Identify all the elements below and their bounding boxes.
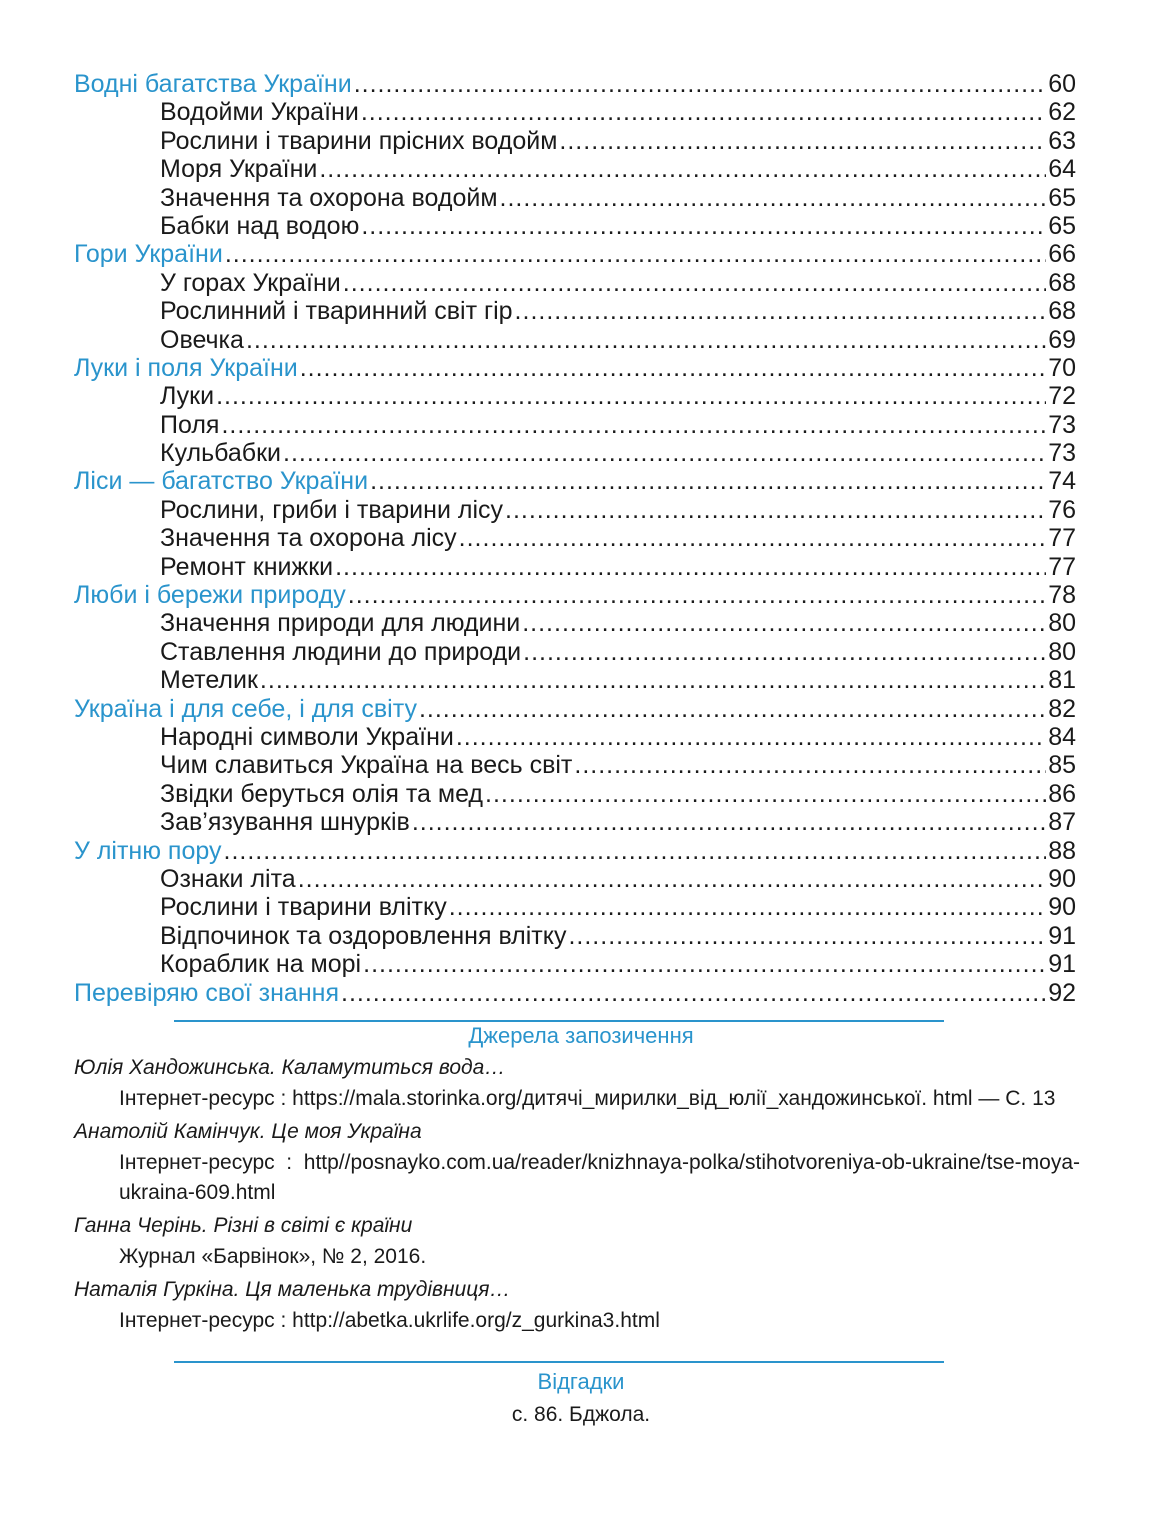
toc-entry-title: Кульбабки bbox=[160, 439, 281, 468]
toc-entry-page: 76 bbox=[1048, 495, 1076, 524]
toc-entry-title: Рослини і тварини влітку bbox=[160, 893, 447, 922]
toc-leader-dots bbox=[354, 70, 1047, 98]
toc-chapter-entry bbox=[74, 467, 1076, 495]
toc-entry-title: Ліси — багатство України bbox=[74, 467, 369, 496]
toc-section-entry bbox=[74, 808, 1076, 836]
toc-entry-page: 69 bbox=[1048, 325, 1076, 354]
toc-entry-page: 73 bbox=[1048, 410, 1076, 439]
toc-leader-dots bbox=[300, 354, 1046, 382]
table-of-contents bbox=[74, 70, 1076, 1007]
toc-section-entry bbox=[74, 269, 1076, 297]
toc-section-entry bbox=[74, 865, 1076, 893]
toc-section-entry bbox=[74, 751, 1076, 779]
toc-section-entry bbox=[74, 553, 1076, 581]
toc-section-entry bbox=[74, 184, 1076, 212]
toc-entry-title: Значення та охорона лісу bbox=[160, 524, 457, 553]
toc-entry-page: 72 bbox=[1048, 382, 1076, 411]
toc-leader-dots bbox=[225, 240, 1046, 268]
toc-leader-dots bbox=[419, 695, 1046, 723]
toc-chapter-entry bbox=[74, 695, 1076, 723]
toc-section-entry bbox=[74, 326, 1076, 354]
toc-section-entry bbox=[74, 212, 1076, 240]
toc-leader-dots bbox=[341, 979, 1046, 1007]
toc-entry-title: Чим славиться Україна на весь світ bbox=[160, 751, 573, 780]
toc-entry-title: Луки bbox=[160, 382, 215, 411]
toc-leader-dots bbox=[523, 638, 1046, 666]
toc-entry-title: Перевіряю свої знання bbox=[74, 978, 339, 1007]
toc-section-entry bbox=[74, 297, 1076, 325]
toc-leader-dots bbox=[412, 808, 1046, 836]
toc-leader-dots bbox=[370, 467, 1046, 495]
toc-entry-page: 77 bbox=[1048, 552, 1076, 581]
toc-entry-page: 87 bbox=[1048, 808, 1076, 837]
toc-entry-page: 80 bbox=[1048, 637, 1076, 666]
toc-leader-dots bbox=[260, 666, 1046, 694]
source-detail: Інтернет-ресурс : https://mala.storinka.org/дитячі_мирилки_від_юлії_хандожинської. html — С. 13 bbox=[119, 1087, 1056, 1110]
toc-entry-title: Україна і для себе, і для світу bbox=[74, 694, 417, 723]
toc-chapter-entry bbox=[74, 354, 1076, 382]
toc-entry-page: 84 bbox=[1048, 722, 1076, 751]
toc-section-entry bbox=[74, 382, 1076, 410]
toc-entry-title: Рослини, гриби і тварини лісу bbox=[160, 495, 503, 524]
toc-entry-page: 63 bbox=[1048, 126, 1076, 155]
toc-entry-page: 80 bbox=[1048, 609, 1076, 638]
toc-entry-page: 81 bbox=[1048, 666, 1076, 695]
toc-leader-dots bbox=[343, 269, 1046, 297]
toc-entry-page: 64 bbox=[1048, 155, 1076, 184]
toc-leader-dots bbox=[246, 326, 1046, 354]
toc-entry-title: Народні символи України bbox=[160, 722, 454, 751]
toc-entry-title: Звідки беруться олія та мед bbox=[160, 779, 484, 808]
toc-entry-page: 88 bbox=[1048, 836, 1076, 865]
toc-entry-title: Овечка bbox=[160, 325, 244, 354]
toc-leader-dots bbox=[363, 950, 1046, 978]
toc-entry-page: 77 bbox=[1048, 524, 1076, 553]
toc-leader-dots bbox=[449, 893, 1046, 921]
toc-chapter-entry bbox=[74, 581, 1076, 609]
toc-entry-title: Зав’язування шнурків bbox=[160, 808, 410, 837]
toc-leader-dots bbox=[485, 780, 1046, 808]
toc-entry-title: Моря України bbox=[160, 155, 318, 184]
toc-leader-dots bbox=[505, 496, 1046, 524]
toc-entry-title: Гори України bbox=[74, 240, 223, 269]
toc-section-entry bbox=[74, 127, 1076, 155]
toc-entry-title: Водні багатства України bbox=[74, 70, 352, 98]
toc-section-entry bbox=[74, 723, 1076, 751]
toc-entry-title: Кораблик на морі bbox=[160, 950, 362, 979]
toc-leader-dots bbox=[221, 411, 1046, 439]
toc-entry-page: 91 bbox=[1048, 950, 1076, 979]
toc-leader-dots bbox=[361, 212, 1046, 240]
toc-entry-page: 68 bbox=[1048, 297, 1076, 326]
toc-entry-page: 85 bbox=[1048, 751, 1076, 780]
toc-entry-page: 62 bbox=[1048, 98, 1076, 127]
toc-entry-title: Водойми України bbox=[160, 98, 359, 127]
toc-leader-dots bbox=[224, 837, 1047, 865]
toc-entry-page: 60 bbox=[1048, 70, 1076, 98]
toc-entry-page: 65 bbox=[1048, 211, 1076, 240]
toc-leader-dots bbox=[319, 155, 1046, 183]
toc-leader-dots bbox=[559, 127, 1046, 155]
toc-leader-dots bbox=[361, 98, 1046, 126]
toc-chapter-entry bbox=[74, 837, 1076, 865]
answer-text: с. 86. Бджола. bbox=[511, 1403, 651, 1426]
toc-leader-dots bbox=[456, 723, 1046, 751]
toc-entry-title: Ставлення людини до природи bbox=[160, 637, 522, 666]
toc-entry-title: У літню пору bbox=[74, 836, 222, 865]
sources-divider bbox=[174, 1020, 944, 1022]
toc-leader-dots bbox=[522, 609, 1046, 637]
toc-entry-page: 86 bbox=[1048, 779, 1076, 808]
toc-section-entry bbox=[74, 638, 1076, 666]
toc-leader-dots bbox=[500, 184, 1047, 212]
source-detail: Інтернет-ресурс : http//posnayko.com.ua/reader/knizhnaya-polka/stihotvoreniya-ob-ukraine/tse-moya-ukraina-609.html bbox=[119, 1151, 1080, 1204]
toc-section-entry bbox=[74, 411, 1076, 439]
toc-entry-title: Рослинний і тваринний світ гір bbox=[160, 297, 513, 326]
toc-entry-page: 74 bbox=[1048, 467, 1076, 496]
toc-leader-dots bbox=[335, 553, 1046, 581]
toc-section-entry bbox=[74, 439, 1076, 467]
toc-entry-page: 68 bbox=[1048, 268, 1076, 297]
toc-leader-dots bbox=[568, 922, 1046, 950]
toc-entry-page: 66 bbox=[1048, 240, 1076, 269]
answers-divider bbox=[174, 1361, 944, 1363]
toc-entry-title: Відпочинок та оздоровлення влітку bbox=[160, 921, 567, 950]
toc-entry-page: 82 bbox=[1048, 694, 1076, 723]
source-author: Наталія Гуркіна. Ця маленька трудівниця… bbox=[74, 1278, 511, 1301]
source-author: Юлія Хандожинська. Каламутиться вода… bbox=[74, 1056, 506, 1079]
toc-section-entry bbox=[74, 950, 1076, 978]
sources-heading: Джерела запозичення bbox=[468, 1023, 694, 1048]
toc-entry-page: 91 bbox=[1048, 921, 1076, 950]
toc-entry-title: Бабки над водою bbox=[160, 211, 360, 240]
toc-entry-title: Рослини і тварини прісних водойм bbox=[160, 126, 558, 155]
toc-entry-page: 78 bbox=[1048, 581, 1076, 610]
toc-leader-dots bbox=[515, 297, 1047, 325]
toc-entry-title: Луки і поля України bbox=[74, 353, 298, 382]
toc-entry-title: Значення природи для людини bbox=[160, 609, 521, 638]
toc-entry-title: У горах України bbox=[160, 268, 341, 297]
toc-leader-dots bbox=[216, 382, 1046, 410]
toc-section-entry bbox=[74, 922, 1076, 950]
toc-entry-page: 70 bbox=[1048, 353, 1076, 382]
toc-section-entry bbox=[74, 524, 1076, 552]
toc-entry-title: Ремонт книжки bbox=[160, 552, 334, 581]
sources-list bbox=[74, 1052, 1080, 1338]
toc-entry-title: Значення та охорона водойм bbox=[160, 183, 498, 212]
toc-leader-dots bbox=[348, 581, 1046, 609]
toc-entry-title: Поля bbox=[160, 410, 220, 439]
toc-entry-title: Ознаки літа bbox=[160, 864, 296, 893]
toc-leader-dots bbox=[298, 865, 1047, 893]
toc-section-entry bbox=[74, 780, 1076, 808]
toc-section-entry bbox=[74, 155, 1076, 183]
toc-chapter-entry bbox=[74, 240, 1076, 268]
toc-section-entry bbox=[74, 496, 1076, 524]
toc-entry-page: 90 bbox=[1048, 893, 1076, 922]
toc-entry-page: 92 bbox=[1048, 978, 1076, 1007]
toc-leader-dots bbox=[459, 524, 1047, 552]
toc-section-entry bbox=[74, 893, 1076, 921]
toc-entry-page: 90 bbox=[1048, 864, 1076, 893]
toc-section-entry bbox=[74, 609, 1076, 637]
toc-entry-title: Метелик bbox=[160, 666, 258, 695]
toc-section-entry bbox=[74, 666, 1076, 694]
source-author: Ганна Черінь. Різні в світі є країни bbox=[74, 1214, 413, 1237]
toc-chapter-entry bbox=[74, 979, 1076, 1007]
toc-entry-page: 73 bbox=[1048, 439, 1076, 468]
toc-entry-title: Люби і бережи природу bbox=[74, 581, 346, 610]
toc-leader-dots bbox=[283, 439, 1046, 467]
toc-section-entry bbox=[74, 98, 1076, 126]
source-detail: Інтернет-ресурс : http://abetka.ukrlife.org/z_gurkina3.html bbox=[119, 1309, 660, 1332]
toc-leader-dots bbox=[574, 751, 1046, 779]
toc-entry-page: 65 bbox=[1048, 183, 1076, 212]
source-detail: Журнал «Барвінок», № 2, 2016. bbox=[119, 1245, 427, 1268]
toc-chapter-entry bbox=[74, 70, 1076, 98]
source-author: Анатолій Камінчук. Це моя Україна bbox=[74, 1120, 422, 1143]
answers-heading: Відгадки bbox=[537, 1369, 625, 1394]
